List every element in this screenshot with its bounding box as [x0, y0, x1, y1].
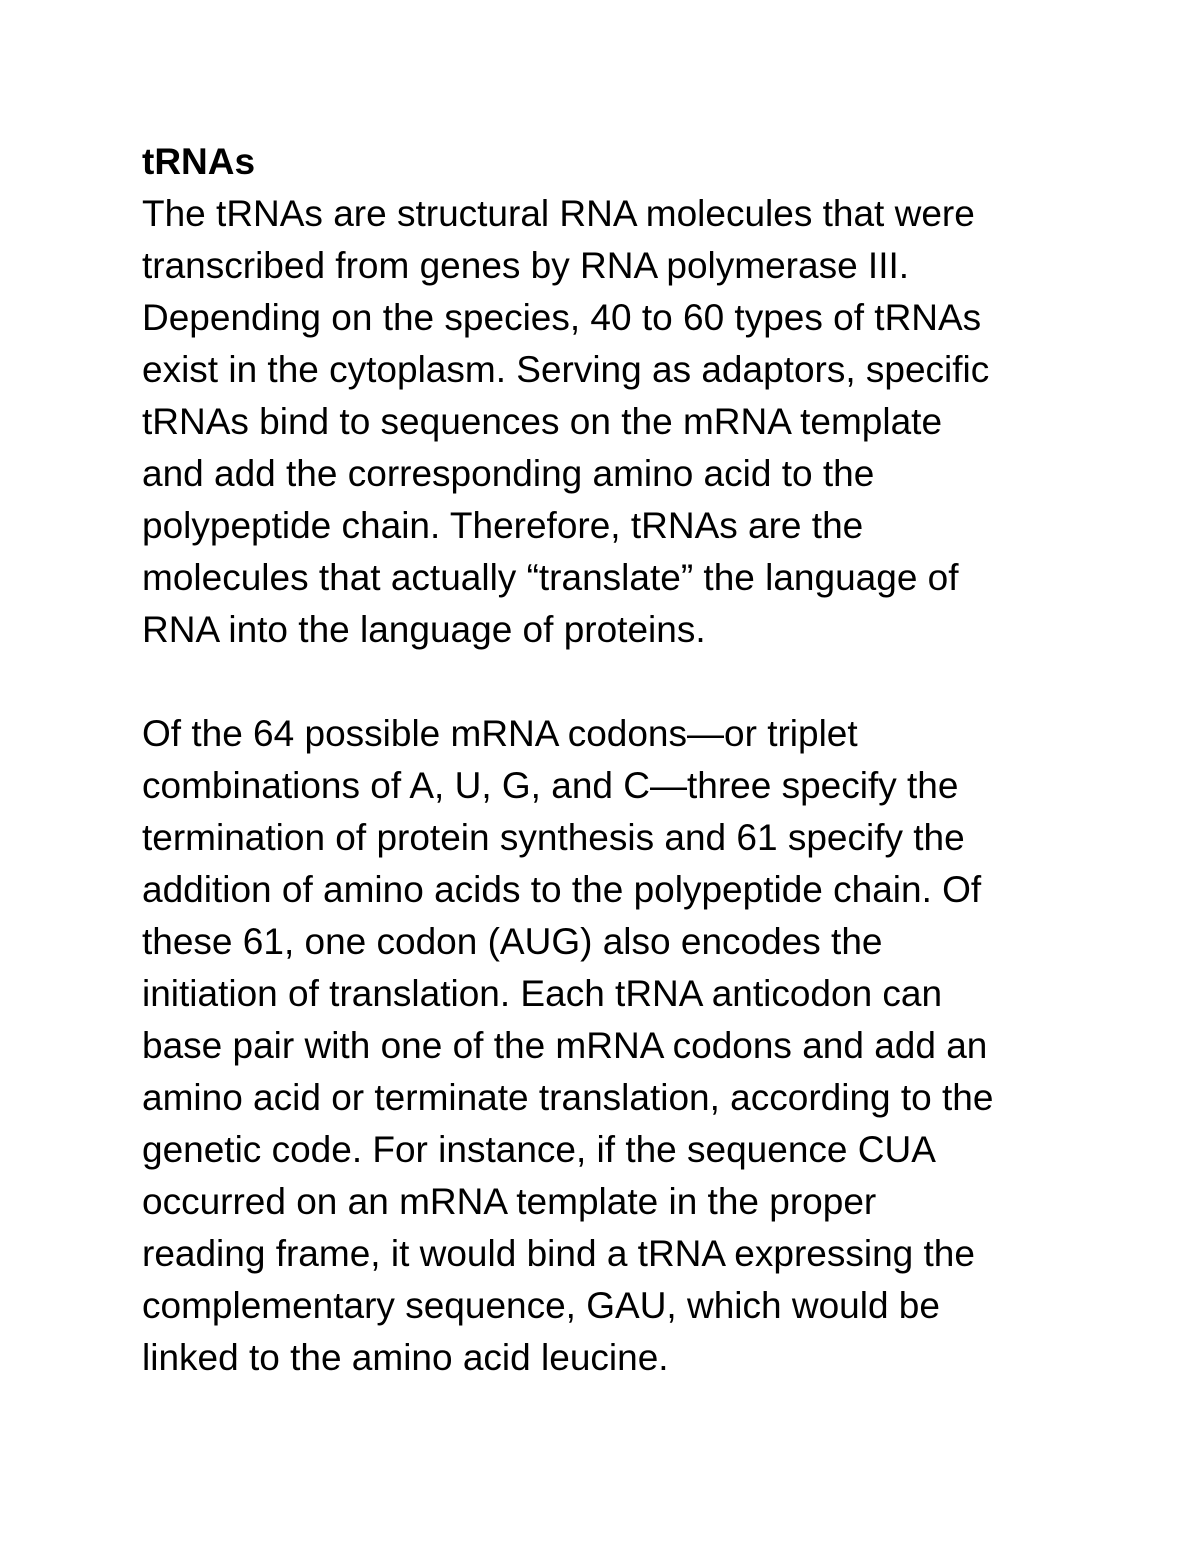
section-heading: tRNAs	[142, 141, 256, 182]
text-line: The tRNAs are structural RNA molecules that were	[142, 193, 975, 234]
paragraph-1	[142, 188, 1062, 656]
text-line: initiation of translation. Each tRNA anticodon can	[142, 973, 943, 1014]
document-body	[142, 136, 1062, 1384]
paragraph-spacer	[142, 656, 1062, 708]
text-line: amino acid or terminate translation, according to the	[142, 1077, 994, 1118]
text-line: these 61, one codon (AUG) also encodes the	[142, 921, 883, 962]
text-line: polypeptide chain. Therefore, tRNAs are the	[142, 505, 864, 546]
text-line: Depending on the species, 40 to 60 types of tRNAs	[142, 297, 982, 338]
text-line: combinations of A, U, G, and C—three specify the	[142, 765, 959, 806]
text-line: linked to the amino acid leucine.	[142, 1337, 669, 1378]
text-line: RNA into the language of proteins.	[142, 609, 706, 650]
text-line: reading frame, it would bind a tRNA expressing the	[142, 1233, 975, 1274]
text-line: occurred on an mRNA template in the proper	[142, 1181, 877, 1222]
text-line: termination of protein synthesis and 61 specify the	[142, 817, 965, 858]
text-line: and add the corresponding amino acid to the	[142, 453, 875, 494]
text-line: addition of amino acids to the polypeptide chain. Of	[142, 869, 982, 910]
text-line: molecules that actually “translate” the language of	[142, 557, 959, 598]
text-line: exist in the cytoplasm. Serving as adaptors, specific	[142, 349, 990, 390]
text-line: base pair with one of the mRNA codons and add an	[142, 1025, 988, 1066]
text-line: genetic code. For instance, if the sequence CUA	[142, 1129, 936, 1170]
paragraph-2	[142, 708, 1062, 1384]
text-line: transcribed from genes by RNA polymerase III.	[142, 245, 910, 286]
text-line: Of the 64 possible mRNA codons—or triplet	[142, 713, 858, 754]
text-line: tRNAs bind to sequences on the mRNA template	[142, 401, 943, 442]
text-line: complementary sequence, GAU, which would be	[142, 1285, 940, 1326]
